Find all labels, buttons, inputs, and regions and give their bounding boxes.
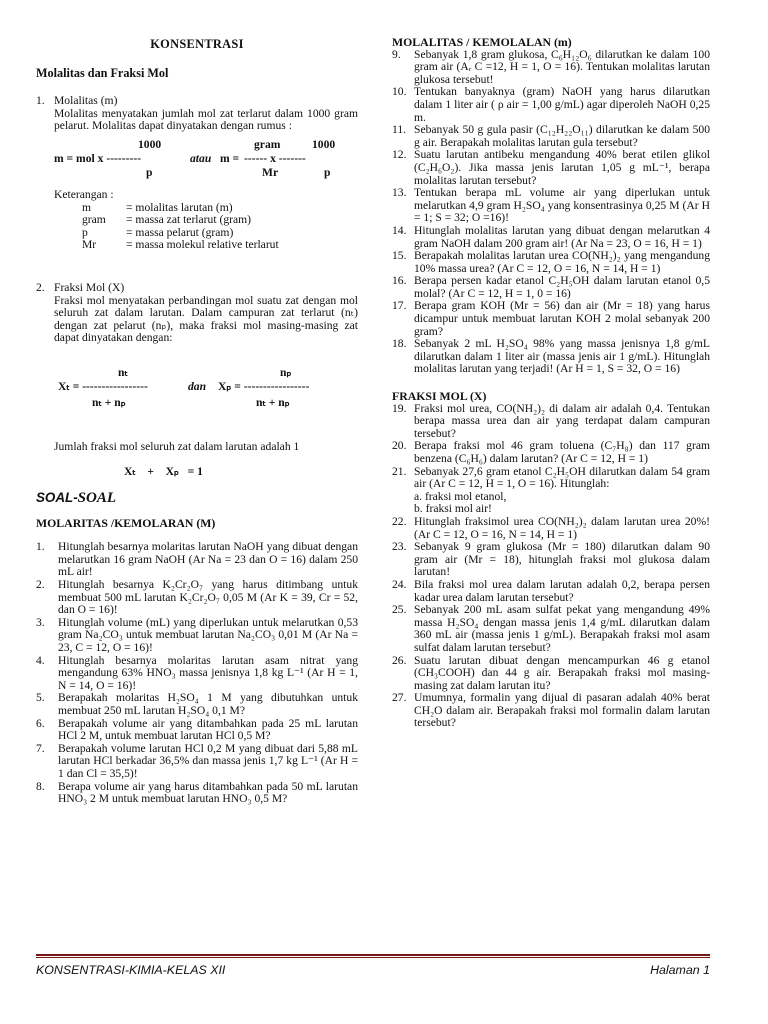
item-text: Berapa volume air yang harus ditambahkan pada 50 mL larutan HNO₃ 2 M untuk membuat larutan HNO₃ 0,5 M? bbox=[58, 779, 358, 806]
keterangan-term: gram bbox=[82, 213, 106, 227]
page-number: Halaman 1 bbox=[650, 963, 710, 977]
item-number: 7. bbox=[36, 741, 45, 755]
item-text: Hitunglah besarnya molaritas larutan asam nitrat yang mengandung 63% HNO₃ massa jenisnya 1,8 kg L⁻¹ (Ar H = 1, N = 14, O = 16)! bbox=[58, 653, 358, 692]
list-item bbox=[392, 403, 710, 441]
item-number: 21. bbox=[392, 464, 407, 478]
item-text: Berapakah volume larutan HCl 0,2 M yang dibuat dari 5,88 mL larutan HCl berkadar 36,5% dan massa jenis 1,7 kg L⁻¹ (Ar H = 1 dan Cl = 35,5)! bbox=[58, 741, 358, 780]
list-item bbox=[36, 781, 358, 806]
keterangan-list bbox=[36, 202, 358, 252]
footer-rule bbox=[36, 954, 710, 956]
fraksi-section bbox=[36, 282, 358, 478]
list-item bbox=[392, 250, 710, 275]
list-item bbox=[392, 579, 710, 604]
formula-lhs: m = mol x --------- bbox=[54, 151, 142, 165]
keterangan-def: = massa molekul relative terlarut bbox=[126, 238, 279, 252]
item-text: Hitunglah molalitas larutan yang dibuat dengan melarutkan 4 gram NaOH dalam 200 gram air! (Ar Na = 23, O = 16, H = 1) bbox=[414, 223, 710, 250]
jumlah-fraksi-text: Jumlah fraksi mol seluruh zat dalam larutan adalah 1 bbox=[54, 439, 300, 453]
molaritas-heading: MOLARITAS /KEMOLARAN (M) bbox=[36, 515, 216, 530]
item-text: Hitunglah besarnya K₂Cr₂O₇ yang harus ditimbang untuk membuat 500 mL larutan K₂Cr₂O₇ 0,05 M (Ar K = 39, Cr = 52, dan O = 16)! bbox=[58, 578, 358, 617]
list-item bbox=[36, 692, 358, 717]
item-text: Sebanyak 50 g gula pasir (C₁₂H₂₂O₁₁) dilarutkan ke dalam 500 g air. Berapakah molalitas larutan gula tersebut? bbox=[414, 123, 710, 149]
item-number: 20. bbox=[392, 439, 407, 453]
formula-gram: gram bbox=[254, 137, 281, 151]
footer-rule bbox=[36, 957, 710, 958]
keterangan-def: = massa pelarut (gram) bbox=[126, 225, 234, 239]
section-number: 1. bbox=[36, 94, 45, 108]
item-number: 16. bbox=[392, 274, 407, 288]
list-item bbox=[36, 743, 358, 781]
item-text: Berapa fraksi mol 46 gram toluena (C₇H₈) dan 117 gram benzena (C₆H₆) dalam larutan? (Ar C = 12, H = 1) bbox=[414, 439, 710, 465]
formula-den2: nₜ + nₚ bbox=[256, 395, 290, 409]
left-column bbox=[36, 36, 358, 806]
item-number: 4. bbox=[36, 653, 45, 667]
molalitas-list bbox=[392, 49, 710, 376]
molalitas-formula bbox=[54, 139, 358, 185]
item-text: Berapa persen kadar etanol C₂H₅OH dalam larutan etanol 0,5 molal? (Ar C = 12, H = 1, 0 = 16) bbox=[414, 274, 710, 300]
item-text: Berapakah volume air yang ditambahkan pada 25 mL larutan HCl 2 M, untuk membuat larutan HCl 0,5 M? bbox=[58, 716, 358, 743]
soal-heading-b: SOAL bbox=[77, 490, 116, 507]
list-item bbox=[392, 124, 710, 149]
formula-nt-top: nₜ bbox=[118, 365, 128, 379]
list-item bbox=[392, 541, 710, 579]
item-number: 23. bbox=[392, 540, 407, 554]
formula-np-top: nₚ bbox=[280, 365, 292, 379]
keterangan-label: Keterangan : bbox=[54, 187, 114, 201]
list-item bbox=[36, 655, 358, 693]
item-text: Berapakah molalitas larutan urea CO(NH₂)₂ yang mengandung 10% massa urea? (Ar C = 12, O = 16, N = 14, H = 1) bbox=[414, 249, 710, 275]
formula-mr: Mr bbox=[262, 165, 279, 179]
fraksi-body: Fraksi mol menyatakan perbandingan mol suatu zat dengan mol seluruh zat dalam larutan. Dalam campuran zat terlarut (nₜ) dengan zat pelarut (nₚ), maka fraksi mol masing-masing zat dapat dinyatakan dengan: bbox=[54, 293, 358, 345]
list-item bbox=[392, 149, 710, 187]
list-item bbox=[392, 516, 710, 541]
item-number: 3. bbox=[36, 615, 45, 629]
list-item bbox=[392, 300, 710, 338]
keterangan-row bbox=[82, 239, 358, 252]
item-text: Hitunglah fraksimol urea CO(NH₂)₂ dalam larutan urea 20%! (Ar C = 12, O = 16, N = 14, H = 1) bbox=[414, 514, 710, 541]
molalitas-soal-heading: MOLALITAS / KEMOLALAN (m) bbox=[392, 35, 572, 49]
formula-p1: p bbox=[146, 165, 153, 179]
item-number: 13. bbox=[392, 186, 407, 200]
list-item bbox=[392, 338, 710, 376]
item-number: 26. bbox=[392, 653, 407, 667]
item-text: Sebanyak 1,8 gram glukosa, C₆H₁₂O₆ dilarutkan ke dalam 100 gram air (Aᵣ C =12, H = 1, O = 16). Tentukan molalitas larutan glukosa tersebut! bbox=[414, 47, 710, 86]
molalitas-section bbox=[36, 95, 358, 252]
list-item bbox=[392, 466, 710, 516]
keterangan-term: m bbox=[82, 200, 92, 214]
page-title: KONSENTRASI bbox=[150, 37, 244, 51]
item-text: Fraksi mol urea, CO(NH₂)₂ di dalam air adalah 0,4. Tentukan berapa massa urea dan air yang terdapat dalam campuran tersebut? bbox=[414, 401, 710, 440]
list-item bbox=[392, 225, 710, 250]
right-column bbox=[392, 36, 710, 730]
fraksi-soal-heading: FRAKSI MOL (X) bbox=[392, 389, 487, 404]
keterangan-row bbox=[82, 214, 358, 227]
item-number: 2. bbox=[36, 578, 45, 592]
keterangan-term: p bbox=[82, 225, 88, 239]
list-item bbox=[392, 86, 710, 124]
keterangan-term: Mr bbox=[82, 238, 97, 252]
item-text: Tentukan berapa mL volume air yang diperlukan untuk melarutkan 4,9 gram H₂SO₄ yang konsentrasinya 0,25 M (Ar H = 1; S = 32; O =16)! bbox=[414, 186, 710, 225]
item-number: 25. bbox=[392, 603, 407, 617]
item-number: 27. bbox=[392, 691, 407, 705]
item-number: 12. bbox=[392, 148, 407, 162]
item-number: 5. bbox=[36, 691, 45, 705]
item-text bbox=[414, 466, 710, 516]
section-subtitle: Molalitas dan Fraksi Mol bbox=[36, 65, 169, 80]
formula-atau: atau bbox=[190, 151, 212, 165]
list-item bbox=[392, 655, 710, 693]
item-number: 18. bbox=[392, 337, 407, 351]
item-number: 24. bbox=[392, 577, 407, 591]
item-text: Hitunglah besarnya molaritas larutan NaOH yang dibuat dengan melarutkan 16 gram NaOH (Ar Na = 23 dan O = 16) dalam 250 mL air! bbox=[58, 540, 358, 579]
keterangan-def: = molalitas larutan (m) bbox=[126, 200, 233, 214]
item-number: 22. bbox=[392, 514, 407, 528]
molaritas-list bbox=[36, 541, 358, 805]
sum-formula: Xₜ + Xₚ = 1 bbox=[124, 464, 203, 478]
item-text: Suatu larutan dibuat dengan mencampurkan 46 g etanol (CH₃COOH) dan 44 g air. Berapakah fraksi mol masing-masing zat dalam larutan itu? bbox=[414, 653, 710, 692]
section-number: 2. bbox=[36, 280, 45, 294]
item-number: 19. bbox=[392, 401, 407, 415]
soal-heading bbox=[36, 492, 358, 505]
list-item bbox=[392, 692, 710, 730]
list-item bbox=[392, 275, 710, 300]
keterangan-def: = massa zat terlarut (gram) bbox=[126, 213, 251, 227]
fraksi-heading: Fraksi Mol (X) bbox=[54, 280, 125, 294]
list-item bbox=[392, 440, 710, 465]
formula-1000-b: 1000 bbox=[312, 137, 336, 151]
item-number: 10. bbox=[392, 85, 407, 99]
formula-p2: p bbox=[324, 165, 331, 179]
formula-xt: Xₜ = ----------------- bbox=[58, 379, 148, 393]
list-item bbox=[36, 617, 358, 655]
item-number: 11. bbox=[392, 123, 407, 137]
item-text-main: Sebanyak 27,6 gram etanol C₂H₅OH dilarutkan dalam 54 gram air (Ar C = 12, H = 1, O = 16). Hitunglah: bbox=[414, 464, 710, 491]
item-text: Berapakah molaritas H₂SO₄ 1 M yang dibutuhkan untuk membuat 250 mL larutan H₂SO₄ 0,1 M? bbox=[58, 691, 358, 717]
molalitas-heading: Molalitas (m) bbox=[54, 94, 118, 108]
item-text: Sebanyak 200 mL asam sulfat pekat yang mengandung 49% massa H₂SO₄ dengan massa jenis 1,4 g/mL dilarutkan dalam 360 mL air (massa jenis 1 g/mL). Berapakah fraksi mol asam sulfat dalam larutan tersebut? bbox=[414, 603, 710, 654]
item-subtext: b. fraksi mol air! bbox=[414, 502, 492, 516]
item-number: 8. bbox=[36, 779, 45, 793]
item-number: 17. bbox=[392, 299, 407, 313]
molalitas-body: Molalitas menyatakan jumlah mol zat terlarut dalam 1000 gram pelarut. Molalitas dapat dinyatakan dengan rumus : bbox=[54, 106, 358, 133]
list-item bbox=[36, 579, 358, 617]
item-number: 9. bbox=[392, 47, 401, 61]
item-text: Berapa gram KOH (Mr = 56) dan air (Mr = 18) yang harus dicampur untuk membuat larutan KOH 2 molal sebanyak 200 gram? bbox=[414, 299, 710, 338]
formula-dan: dan bbox=[188, 379, 207, 393]
soal-heading-a: SOAL- bbox=[36, 490, 78, 506]
list-item bbox=[392, 187, 710, 225]
item-number: 15. bbox=[392, 249, 407, 263]
item-text: Sebanyak 9 gram glukosa (Mr = 180) dilarutkan dalam 90 gram air (Mr = 18), hitunglah fraksi mol glukosa dalam larutan! bbox=[414, 540, 710, 579]
item-subtext: a. fraksi mol etanol, bbox=[414, 489, 507, 503]
item-text: Hitunglah volume (mL) yang diperlukan untuk melarutkan 0,53 gram Na₂CO₃ untuk membuat larutan Na₂CO₃ 0,01 M (Ar Na = 23, C = 12, O = 16)! bbox=[58, 615, 358, 655]
formula-dash: ------ x ------- bbox=[244, 151, 306, 165]
formula-1000-a: 1000 bbox=[138, 137, 162, 151]
item-number: 14. bbox=[392, 223, 407, 237]
fraksi-list bbox=[392, 403, 710, 730]
item-text: Umumnya, formalin yang dijual di pasaran adalah 40% berat CH₂O dalam air. Berapakah fraksi mol formalin dalam larutan tersebut? bbox=[414, 691, 710, 730]
list-item bbox=[36, 541, 358, 579]
item-text: Sebanyak 2 mL H₂SO₄ 98% yang massa jenisnya 1,8 g/mL dilarutkan dalam 1 liter air (massa jenis air 1 g/mL). Hitunglah molalitas larutan yang terjadi! (Ar H = 1, S = 32, O = 16) bbox=[414, 337, 710, 376]
footer-title: KONSENTRASI-KIMIA-KELAS XII bbox=[36, 963, 226, 977]
formula-m2: m = bbox=[220, 151, 240, 165]
list-item bbox=[392, 49, 710, 87]
item-text: Suatu larutan antibeku mengandung 40% berat etilen glikol (C₂H₆O₂). Jika massa jenis larutan 1,05 g mL⁻¹, berapa molalitas larutan tersebut? bbox=[414, 148, 710, 187]
item-number: 1. bbox=[36, 540, 45, 554]
formula-den1: nₜ + nₚ bbox=[92, 395, 126, 409]
item-text: Tentukan banyaknya (gram) NaOH yang harus dilarutkan dalam 1 liter air ( ρ air = 1,00 g/mL) agar diperoleh NaOH 0,25 m. bbox=[414, 85, 710, 124]
item-number: 6. bbox=[36, 716, 45, 730]
list-item bbox=[392, 604, 710, 654]
item-text: Bila fraksi mol urea dalam larutan adalah 0,2, berapa persen kadar urea dalam larutan tersebut? bbox=[414, 577, 710, 604]
fraksi-formula bbox=[36, 367, 358, 417]
list-item bbox=[36, 718, 358, 743]
formula-xp: Xₚ = ----------------- bbox=[218, 379, 310, 393]
